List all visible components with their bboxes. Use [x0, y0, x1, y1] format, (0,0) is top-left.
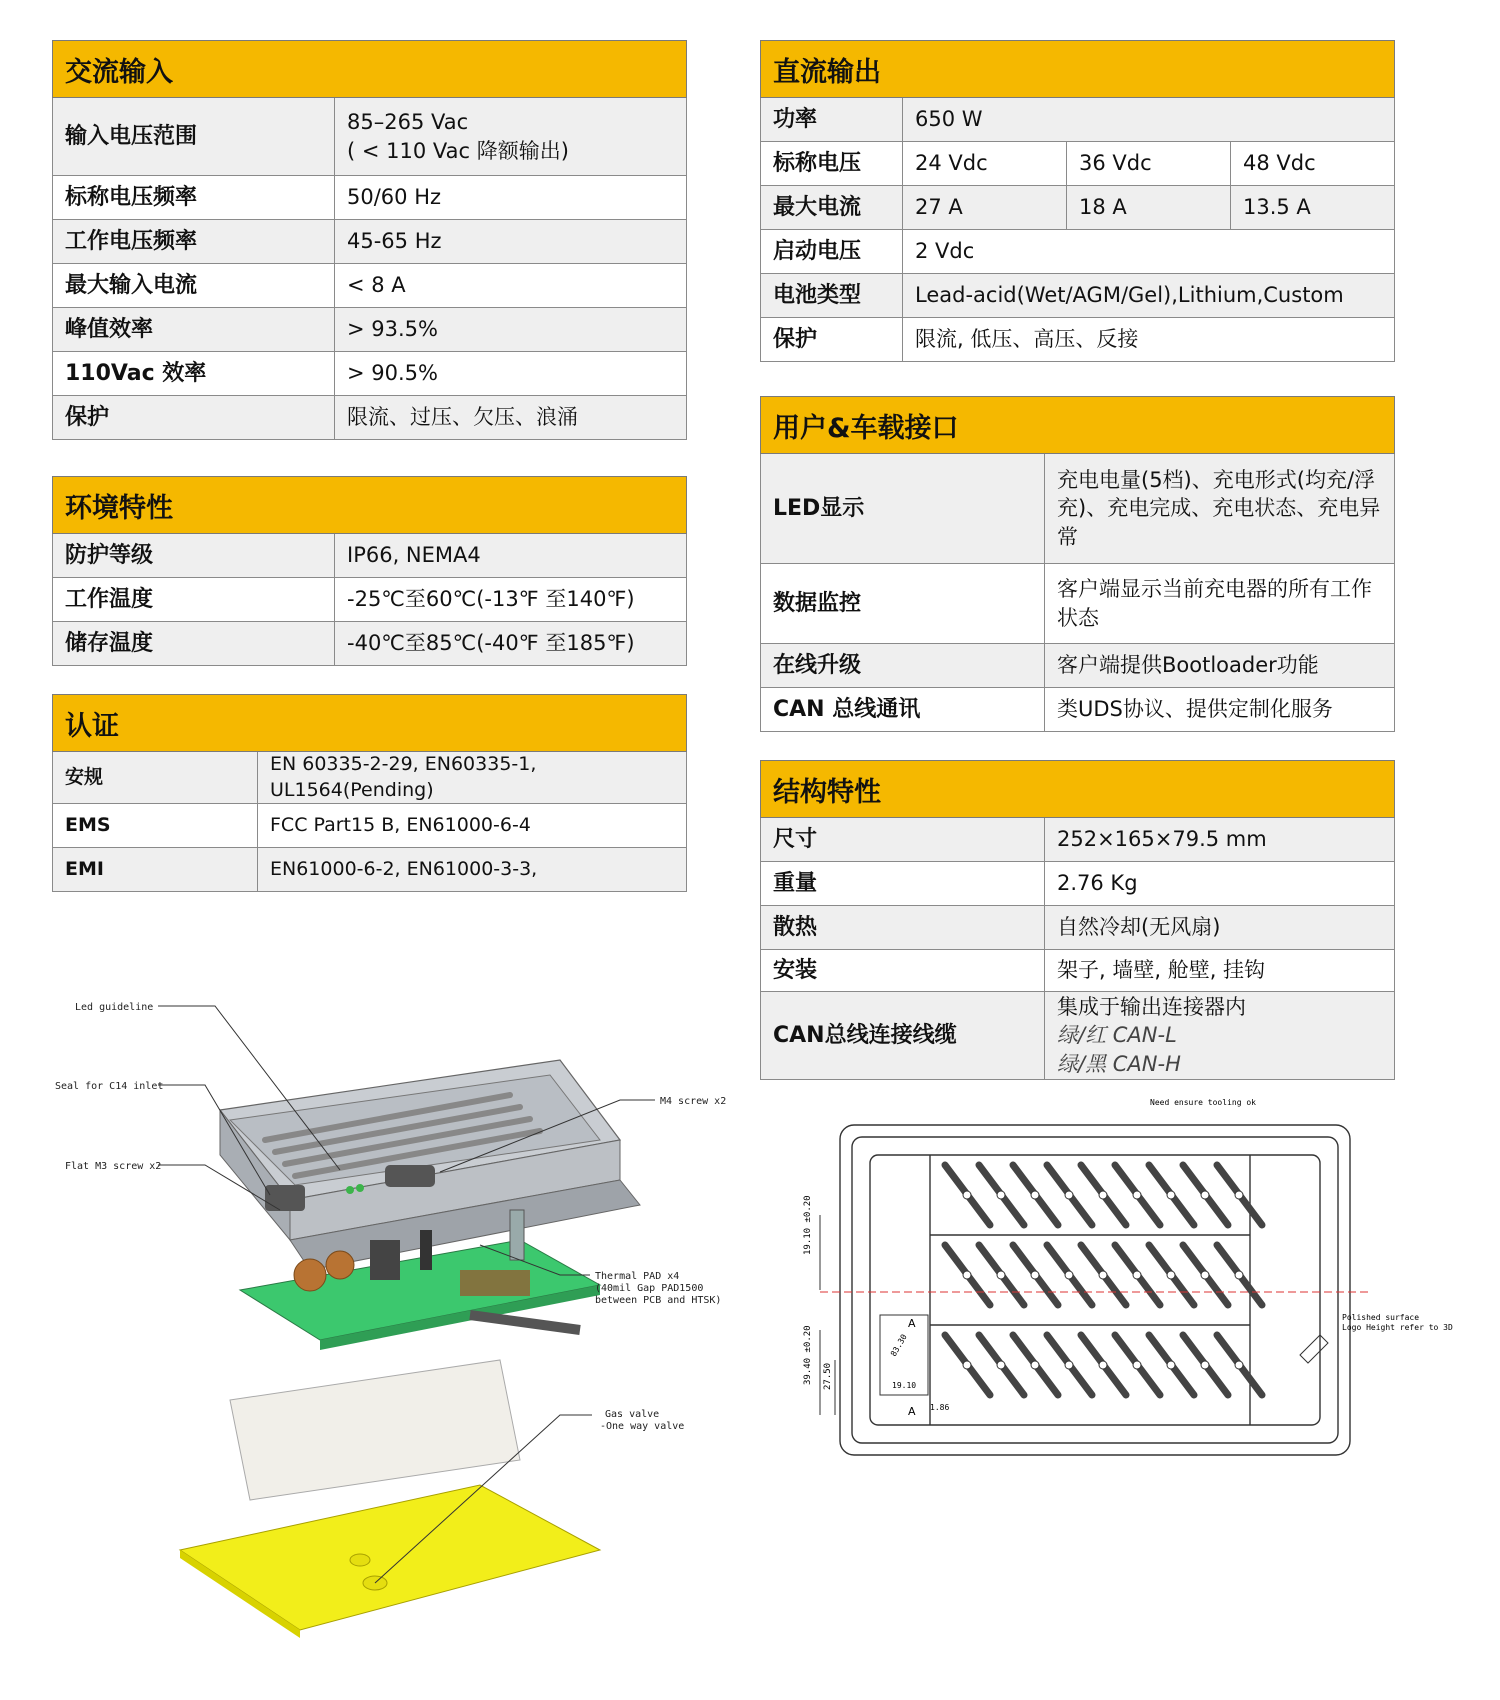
thermal-pad-sheet [230, 1360, 520, 1500]
c14-inlet-icon [265, 1185, 305, 1211]
iface-row-value: 类UDS协议、提供定制化服务 [1045, 688, 1395, 732]
datum-a-bottom: A [908, 1405, 916, 1418]
can-cable-integrated: 集成于输出连接器内 [1057, 994, 1246, 1019]
heatsink-ribs [945, 1165, 1262, 1395]
environment-title: 环境特性 [53, 477, 687, 534]
ac-row-value: 50/60 Hz [335, 176, 687, 220]
screw-boss [1133, 1271, 1141, 1279]
note-tooling: Need ensure tooling ok [1150, 1098, 1256, 1107]
screw-boss [1167, 1361, 1175, 1369]
dc-output-title: 直流输出 [761, 41, 1395, 98]
dc-protect-value: 限流, 低压、高压、反接 [903, 318, 1395, 362]
environment-table [52, 476, 687, 666]
screw-boss [1235, 1191, 1243, 1199]
screw-boss [1099, 1361, 1107, 1369]
ac-voltage-derate: ( < 110 Vac 降额输出) [347, 138, 569, 163]
bottom-cover [180, 1485, 600, 1638]
screw-boss [1235, 1361, 1243, 1369]
env-row-label: 储存温度 [53, 622, 335, 666]
dim-19-10: 19.10 ±0.20 [803, 1195, 813, 1255]
struct-can-value [1045, 992, 1395, 1080]
iface-row-value: 充电电量(5档)、充电形式(均充/浮充)、充电完成、充电状态、充电异常 [1045, 454, 1395, 564]
callout-flat-m3: Flat M3 screw x2 [65, 1161, 162, 1172]
datum-a-top: A [908, 1317, 916, 1330]
env-row-label: 防护等级 [53, 534, 335, 578]
enclosure-outline [840, 1125, 1350, 1455]
dc-voltage-label: 标称电压 [761, 142, 903, 186]
cert-row-label: EMS [53, 804, 258, 848]
struct-can-label: CAN总线连接线缆 [761, 992, 1045, 1080]
interface-table [760, 396, 1395, 732]
cert-row-label: EMI [53, 848, 258, 892]
dc-voltage-value: 48 Vdc [1231, 142, 1395, 186]
structure-title: 结构特性 [761, 761, 1395, 818]
dc-start-label: 启动电压 [761, 230, 903, 274]
dc-current-label: 最大电流 [761, 186, 903, 230]
struct-row-value: 自然冷却(无风扇) [1045, 906, 1395, 950]
screw-boss [1031, 1361, 1039, 1369]
env-row-value: -25℃至60℃(-13℉ 至140℉) [335, 578, 687, 622]
screw-boss [1201, 1191, 1209, 1199]
iface-row-value: 客户端显示当前充电器的所有工作状态 [1045, 564, 1395, 644]
iface-row-label: CAN 总线通讯 [761, 688, 1045, 732]
cert-row-label: 安规 [53, 752, 258, 804]
cert-row-value: FCC Part15 B, EN61000-6-4 [258, 804, 687, 848]
screw-boss [997, 1271, 1005, 1279]
screw-boss [1235, 1271, 1243, 1279]
ac-row-value: > 90.5% [335, 352, 687, 396]
logo-mark [1300, 1335, 1328, 1363]
can-h-line: 绿/黑 CAN-H [1057, 1051, 1181, 1076]
ac-input-title: 交流输入 [53, 41, 687, 98]
dc-start-value: 2 Vdc [903, 230, 1395, 274]
struct-row-value: 2.76 Kg [1045, 862, 1395, 906]
screw-boss [997, 1191, 1005, 1199]
dc-current-value: 13.5 A [1231, 186, 1395, 230]
dc-battery-value: Lead-acid(Wet/AGM/Gel),Lithium,Custom [903, 274, 1395, 318]
callout-thermal-1: Thermal PAD x4 [595, 1271, 680, 1282]
callout-gas-valve-2: -One way valve [600, 1421, 685, 1432]
bottom-view-drawing [780, 1085, 1470, 1465]
ac-row-label: 输入电压范围 [53, 98, 335, 176]
env-row-value: -40℃至85℃(-40℉ 至185℉) [335, 622, 687, 666]
screw-boss [1065, 1191, 1073, 1199]
exploded-view-figure [40, 940, 740, 1680]
screw-boss [1031, 1271, 1039, 1279]
dim-39-40: 39.40 ±0.20 [803, 1325, 813, 1385]
cert-row-value: EN61000-6-2, EN61000-3-3, [258, 848, 687, 892]
struct-row-label: 尺寸 [761, 818, 1045, 862]
dc-voltage-value: 36 Vdc [1067, 142, 1231, 186]
dim-1-86: 1.86 [930, 1403, 950, 1412]
callout-gas-valve-1: Gas valve [605, 1409, 660, 1420]
screw-boss [997, 1361, 1005, 1369]
env-row-value: IP66, NEMA4 [335, 534, 687, 578]
screw-boss [1167, 1191, 1175, 1199]
can-l-line: 绿/红 CAN-L [1057, 1023, 1177, 1048]
struct-row-label: 散热 [761, 906, 1045, 950]
callout-thermal-3: between PCB and HTSK) [595, 1295, 722, 1306]
struct-row-label: 安装 [761, 950, 1045, 992]
callout-led-guideline: Led guideline [75, 1002, 154, 1013]
dc-battery-label: 电池类型 [761, 274, 903, 318]
note-polished-1: Polished surface [1342, 1313, 1420, 1322]
ac-row-value: < 8 A [335, 264, 687, 308]
iface-row-label: LED显示 [761, 454, 1045, 564]
ac-row-value: 45-65 Hz [335, 220, 687, 264]
certification-title: 认证 [53, 695, 687, 752]
ac-row-label: 工作电压频率 [53, 220, 335, 264]
ac-row-value: > 93.5% [335, 308, 687, 352]
ac-row-label: 标称电压频率 [53, 176, 335, 220]
dim-83-30: 83.30 [888, 1332, 909, 1358]
env-row-label: 工作温度 [53, 578, 335, 622]
dc-voltage-value: 24 Vdc [903, 142, 1067, 186]
ac-voltage-range: 85–265 Vac [347, 110, 469, 135]
screw-boss [1167, 1271, 1175, 1279]
dim-27-50: 27.50 [823, 1362, 833, 1390]
ac-row-label: 峰值效率 [53, 308, 335, 352]
screw-boss [1099, 1271, 1107, 1279]
screw-boss [1201, 1271, 1209, 1279]
dc-output-table [760, 40, 1395, 362]
dc-current-value: 27 A [903, 186, 1067, 230]
callout-m4-screw: M4 screw x2 [660, 1096, 727, 1107]
dc-current-value: 18 A [1067, 186, 1231, 230]
note-polished-2: Logo Height refer to 3D [1342, 1323, 1453, 1332]
screw-boss [963, 1361, 971, 1369]
iface-row-value: 客户端提供Bootloader功能 [1045, 644, 1395, 688]
dim-19-10-b: 19.10 [892, 1381, 917, 1390]
screw-boss [1133, 1361, 1141, 1369]
screw-boss [1099, 1191, 1107, 1199]
ac-row-label: 保护 [53, 396, 335, 440]
screw-boss [1201, 1361, 1209, 1369]
cert-row-value: EN 60335-2-29, EN60335-1, UL1564(Pending) [258, 752, 687, 804]
struct-row-label: 重量 [761, 862, 1045, 906]
certification-table [52, 694, 687, 892]
iface-row-label: 在线升级 [761, 644, 1045, 688]
dc-power-label: 功率 [761, 98, 903, 142]
iface-row-label: 数据监控 [761, 564, 1045, 644]
ac-row-label: 最大输入电流 [53, 264, 335, 308]
output-connector-icon [385, 1165, 435, 1187]
screw-boss [963, 1271, 971, 1279]
ac-input-table [52, 40, 687, 440]
interface-title: 用户&车载接口 [761, 397, 1395, 454]
screw-boss [963, 1191, 971, 1199]
struct-row-value: 252×165×79.5 mm [1045, 818, 1395, 862]
struct-row-value: 架子, 墙壁, 舱壁, 挂钩 [1045, 950, 1395, 992]
screw-boss [1031, 1191, 1039, 1199]
ac-row-value: 限流、过压、欠压、浪涌 [335, 396, 687, 440]
callout-seal: Seal for C14 inlet [55, 1081, 164, 1092]
screw-boss [1065, 1271, 1073, 1279]
callout-thermal-2: (40mil Gap PAD1500 [595, 1283, 704, 1294]
structure-table [760, 760, 1395, 1080]
ac-row-value [335, 98, 687, 176]
dc-power-value: 650 W [903, 98, 1395, 142]
screw-boss [1065, 1361, 1073, 1369]
ac-row-label: 110Vac 效率 [53, 352, 335, 396]
dc-protect-label: 保护 [761, 318, 903, 362]
screw-boss [1133, 1191, 1141, 1199]
